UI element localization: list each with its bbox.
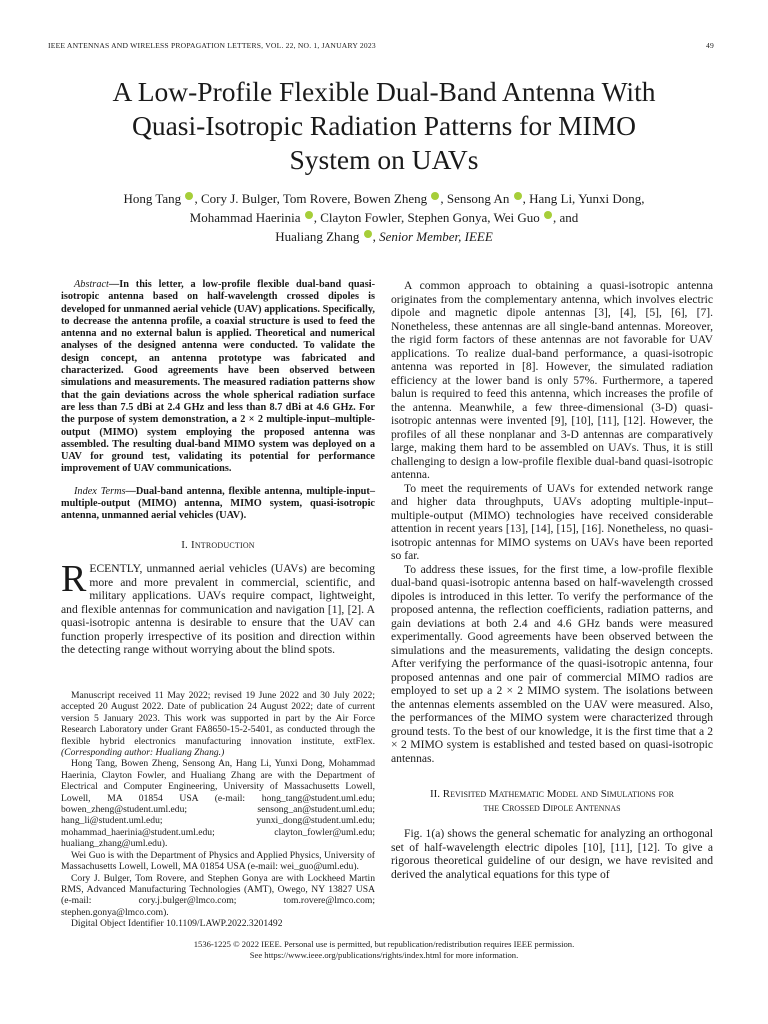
orcid-icon[interactable] — [364, 230, 372, 238]
abstract-text: —In this letter, a low-profile flexible dual-band quasi-isotropic antenna based on half-wavelength crossed dipoles is developed for unmanned aerial vehicle (UAV) applications. Specifically, to decrease the antenna profile, a coaxial structure is used to feed the antenna and no external balun is applied. Theoretical and numerical analyses of the designed antenna were conducted. To validate the design concept, an antenna prototype was fabricated and characterized. Good agreements have been observed between simulations and measurements. The measured radiation patterns show that the gain deviations across the whole spherical radiation surface are less than 7.5 dBi at 2.4 GHz and less than 8.7 dBi at 4.6 GHz. For the purpose of system demonstration, a 2 × 2 multiple-input–multiple-output (MIMO) system employing the proposed antenna was assembled. The resulting dual-band MIMO system was deployed on a UAV for ground test, validating its potential for performance improvement of UAV communications. — [61, 279, 375, 475]
section-heading-line: II. Revisited Mathematic Model and Simulations for — [429, 788, 675, 800]
index-terms — [61, 486, 375, 523]
doi[interactable]: Digital Object Identifier 10.1109/LAWP.2022.3201492 — [71, 918, 283, 930]
section-heading-2 — [391, 787, 713, 815]
author-name: Hong Tang — [123, 191, 182, 206]
page-number: 49 — [706, 41, 714, 50]
orcid-icon[interactable] — [514, 192, 522, 200]
orcid-icon[interactable] — [305, 211, 313, 219]
author-name: , Hang Li, Yunxi Dong, — [522, 191, 645, 206]
corresponding-author: (Corresponding author: Hualiang Zhang.) — [61, 747, 225, 759]
manuscript-note — [61, 690, 375, 758]
introduction-text: ECENTLY, unmanned aerial vehicles (UAVs) are becoming more and more prevalent in commercial, scientific, and military applications. UAVs require compact, lightweight, and flexible antennas for communication and navigation [1], [2]. A quasi-isotropic antenna is desirable to ensure that the UAV can function properly irrespective of its position and direction within the detecting range without worrying about the blind spots. — [61, 562, 375, 657]
author-name: Hualiang Zhang — [275, 229, 360, 244]
orcid-icon[interactable] — [185, 192, 193, 200]
paper-title — [40, 75, 728, 177]
orcid-icon[interactable] — [431, 192, 439, 200]
body-paragraph: To meet the requirements of UAVs for extended network range and higher data throughputs, UAVs adopting multiple-input–multiple-output (MIMO) technologies have received considerable attention in recent years [13], [14], [15], [16]. Nonetheless, no quasi-isotropic antennas for MIMO systems on UAVs have been reported so far. — [391, 481, 713, 562]
author-name: , Cory J. Bulger, Tom Rovere, Bowen Zheng — [194, 191, 428, 206]
right-column — [391, 279, 713, 881]
copyright-notice — [0, 939, 768, 961]
body-paragraph: Fig. 1(a) shows the general schematic for analyzing an orthogonal set of half-wavelength electric dipoles [10], [11], [12]. To give a rigorous theoretical guideline of our design, we have revisited and derived the analytical equations for this type of — [391, 827, 713, 881]
affiliation-note: Wei Guo is with the Department of Physics and Applied Physics, University of Massachusetts Lowell, Lowell, MA 01854 USA (e-mail: wei_guo@uml.edu). — [61, 849, 375, 873]
title-line-2: Quasi-Isotropic Radiation Patterns for MIMO — [131, 110, 637, 141]
author-name: , Clayton Fowler, Stephen Gonya, Wei Guo — [313, 210, 540, 225]
author-membership: Senior Member, IEEE — [379, 229, 493, 244]
abstract — [61, 279, 375, 476]
section-heading-line: the Crossed Dipole Antennas — [483, 802, 621, 814]
orcid-icon[interactable] — [544, 211, 552, 219]
author-name: Mohammad Haerinia — [189, 210, 301, 225]
running-header — [48, 41, 714, 50]
introduction-paragraph — [61, 558, 375, 657]
title-line-1: A Low-Profile Flexible Dual-Band Antenna With — [112, 76, 656, 107]
index-terms-text: —Dual-band antenna, flexible antenna, multiple-input–multiple-output (MIMO) antenna, MIMO system, quasi-isotropic antenna, unmanned aerial vehicles (UAV). — [61, 485, 375, 522]
body-paragraph: To address these issues, for the first time, a low-profile flexible dual-band quasi-isotropic antenna based on half-wavelength crossed dipoles is introduced in this letter. To verify the performance of the proposed antenna, the reflection coefficients, radiation patterns, and gain deviations at both 2.4 and 4.6 GHz bands were measured experimentally. Good agreements have been observed between the simulations and the measurements, validating the design concepts. After verifying the performance of the quasi-isotropic antenna, four proposed antennas and one pair of commercial MIMO radios are employed to set up a 2 × 2 MIMO system. The isolations between the antennas elements assembled on the UAV were measured. Also, the performances of the MIMO system were characterized through ground tests. To the best of our knowledge, it is the first time that a 2 × 2 MIMO system is established and tested based on quasi-isotropic antennas. — [391, 562, 713, 765]
title-line-3: System on UAVs — [289, 144, 479, 175]
section-heading-introduction: I. Introduction — [181, 538, 255, 551]
journal-name: IEEE ANTENNAS AND WIRELESS PROPAGATION LETTERS, VOL. 22, NO. 1, JANUARY 2023 — [48, 41, 376, 50]
affiliation-note: Cory J. Bulger, Tom Rovere, and Stephen Gonya are with Lockheed Martin RMS, Advanced Manufacturing Technologies (AMT), Owego, NY 13827 USA (e-mail: cory.j.bulger@lmco.com; tom.rovere@lmco.com; stephen.gonya@lmco.com). — [61, 872, 375, 918]
author-separator: , — [372, 229, 380, 244]
affiliation-note: Hong Tang, Bowen Zheng, Sensong An, Hang Li, Yunxi Dong, Mohammad Haerinia, Clayton Fowler, and Hualiang Zhang are with the Department of Electrical and Computer Engineering, University of Massachusetts Lowell, Lowell, MA 01854 USA (e-mail: hong_tang@student.uml.edu; bowen_zheng@student.uml.edu; sensong_an@student.uml.edu; hang_li@student.uml.edu; yunxi_dong@student.uml.edu; mohammad_haerinia@student.uml.edu; clayton_fowler@uml.edu; hualiang_zhang@uml.edu). — [61, 758, 375, 850]
author-name: , and — [553, 210, 579, 225]
abstract-label: Abstract — [74, 279, 109, 290]
manuscript-note-text: Manuscript received 11 May 2022; revised 19 June 2022 and 30 July 2022; accepted 20 August 2022. Date of publication 24 August 2022; date of current version 5 January 2023. This work was supported in part by the Air Force Research Laboratory under Grant FA8650-15-2-5401, as conducted through the flexible hybrid electronics manufacturing innovation institute, extFlex. — [61, 690, 375, 747]
author-name: , Sensong An — [440, 191, 510, 206]
copyright-line: 1536-1225 © 2022 IEEE. Personal use is permitted, but republication/redistribution requires IEEE permission. — [193, 939, 575, 949]
rights-link[interactable]: See https://www.ieee.org/publications/rights/index.html for more information. — [249, 950, 519, 960]
left-column — [61, 279, 375, 657]
body-paragraph: A common approach to obtaining a quasi-isotropic antenna originates from the complementary antenna, which involves electric dipole and magnetic dipole antennas [3], [4], [5], [6], [7]. Nonetheless, these antennas are all single-band antennas. Moreover, the rigid form factors of these antennas are not favorable for UAV applications. To realize dual-band performance, a quasi-isotropic antenna was reported in [8]. However, the simulated radiation efficiency at the lower band is only 57%. Furthermore, a tapered balun is required to feed this antenna, which increases the profile of the antenna. Meanwhile, a few three-dimensional (3-D) quasi-isotropic antennas were invented [9], [10], [11], [12]. However, the profiles of all these nonplanar and 3-D antennas are comparatively large, making them hard to be assembled on UAVs. Thus, it is still challenging to design a low-profile flexible dual-band quasi-isotropic antenna. — [391, 279, 713, 481]
author-list — [60, 189, 708, 246]
index-terms-label: Index Terms — [74, 485, 126, 497]
footnotes — [61, 690, 375, 930]
drop-cap: R — [61, 558, 87, 601]
